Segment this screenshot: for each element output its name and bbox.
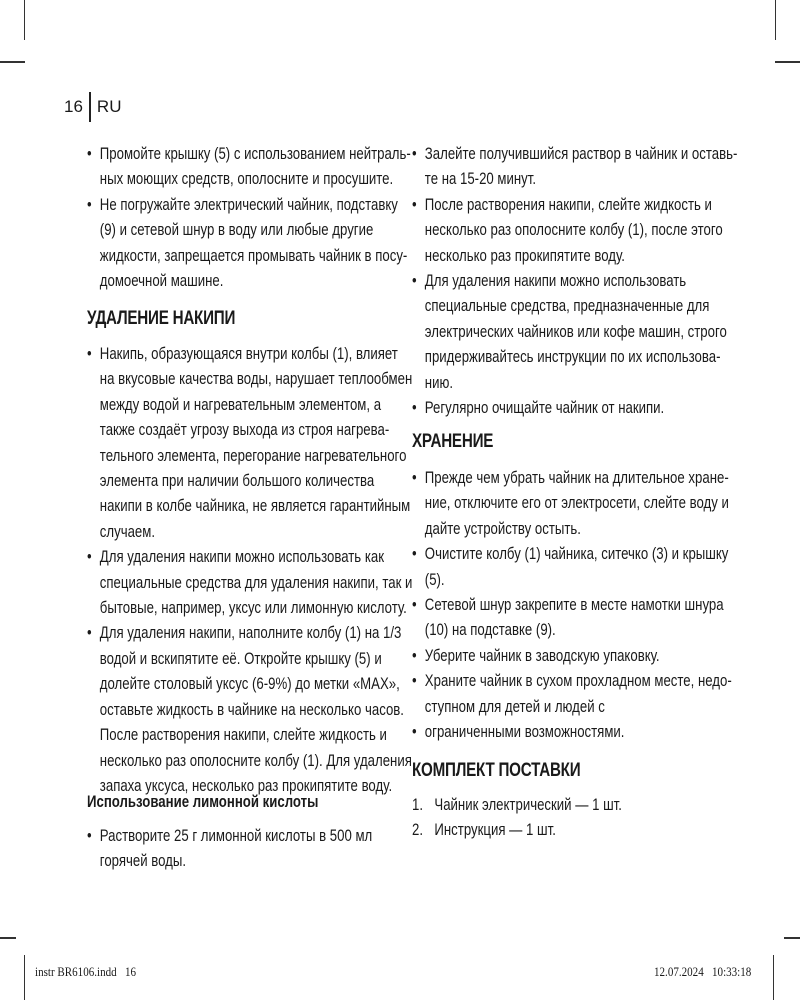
- bullet-icon: •: [412, 195, 417, 214]
- section-heading-storage: ХРАНЕНИЕ: [412, 431, 494, 452]
- list-item: • ограниченными возможностями.: [412, 720, 732, 745]
- bullet-icon: •: [87, 624, 92, 643]
- list-item: • Прежде чем убрать чайник на длительное хране- ние, отключите его от электросети, слейте воду и дайте устройству остыть.: [412, 466, 732, 542]
- bullet-icon: •: [412, 145, 417, 163]
- list-item: • Регулярно очищайте чайник от накипи.: [412, 396, 737, 421]
- crop-mark: [784, 937, 800, 939]
- header-divider: [89, 92, 91, 122]
- citric-list-right: [412, 142, 737, 421]
- descaling-list: [87, 342, 412, 799]
- list-item: • Храните чайник в сухом прохладном месте, недо- ступном для детей и людей с: [412, 669, 732, 720]
- list-item: • Уберите чайник в заводскую упаковку.: [412, 644, 732, 669]
- list-item: • После растворения накипи, слейте жидкость и несколько раз ополосните колбу (1), после этого несколько раз прокипятите воду.: [412, 193, 737, 269]
- bullet-icon: •: [412, 469, 417, 487]
- crop-mark: [775, 61, 800, 63]
- kit-list: [412, 793, 622, 844]
- list-item: • Для удаления накипи, наполните колбу (1) на 1/3 водой и вскипятите её. Откройте крышку (5) и долейте столовый уксус (6-9%) до метки «MAX», оставьте жидкость в чайнике на несколько часов. После растворения накипи, слейте жидкость и несколько раз ополосните колбу (1). Для удаления запаха уксуса, несколько раз прокипятите воду.: [87, 621, 412, 799]
- section-heading-descaling: УДАЛЕНИЕ НАКИПИ: [87, 308, 236, 329]
- list-item: • Для удаления накипи можно использовать как специальные средства для удаления накипи, так и бытовые, например, уксус или лимонную кислоту.: [87, 545, 412, 621]
- bullet-icon: •: [412, 545, 417, 564]
- list-item: • Промойте крышку (5) с использованием нейтраль- ных моющих средств, ополосните и просушите.: [87, 142, 411, 193]
- crop-mark: [0, 937, 16, 939]
- crop-mark: [773, 955, 774, 1000]
- list-item: • Очистите колбу (1) чайника, ситечко (3) и крышку (5).: [412, 542, 732, 593]
- list-item: • Для удаления накипи можно использовать специальные средства, предназначенные для электрических чайников или кофе машин, строго придерживайтесь инструкции по их использова- нию.: [412, 269, 737, 396]
- crop-mark: [775, 0, 776, 40]
- list-item: • Сетевой шнур закрепите в месте намотки шнура (10) на подставке (9).: [412, 593, 732, 644]
- list-item: • Залейте получившийся раствор в чайник и оставь- те на 15-20 минут.: [412, 142, 737, 193]
- list-item: 2. Инструкция — 1 шт.: [412, 821, 556, 840]
- bullet-icon: •: [87, 827, 92, 845]
- bullet-icon: •: [87, 145, 92, 163]
- left-intro-list: [87, 142, 411, 294]
- crop-mark: [24, 955, 25, 1000]
- bullet-icon: •: [87, 345, 92, 363]
- language-label: RU: [96, 97, 122, 116]
- list-item: 1. Чайник электрический — 1 шт.: [412, 796, 622, 814]
- bullet-icon: •: [412, 272, 417, 291]
- section-heading-kit: КОМПЛЕКТ ПОСТАВКИ: [412, 760, 581, 781]
- storage-list: [412, 466, 732, 745]
- citric-list-left: [87, 824, 372, 875]
- bullet-icon: •: [412, 596, 417, 615]
- bullet-icon: •: [412, 672, 417, 691]
- bullet-icon: •: [412, 723, 417, 742]
- crop-mark: [0, 61, 25, 63]
- crop-mark: [24, 0, 25, 40]
- list-item: • Не погружайте электрический чайник, подставку (9) и сетевой шнур в воду или любые другие жидкости, запрещается промывать чайник в посу- домоечной машине.: [87, 193, 411, 295]
- bullet-icon: •: [412, 399, 417, 418]
- list-item: • Растворите 25 г лимонной кислоты в 500 мл горячей воды.: [87, 824, 372, 875]
- page-number: 16: [64, 97, 83, 116]
- bullet-icon: •: [412, 646, 417, 665]
- footer-file-name: instr BR6106.indd 16: [35, 964, 137, 979]
- page-header: [64, 92, 121, 122]
- subheading-citric-acid: Использование лимонной кислоты: [87, 793, 319, 811]
- bullet-icon: •: [87, 195, 92, 214]
- list-item: • Накипь, образующаяся внутри колбы (1), влияет на вкусовые качества воды, нарушает теплообмен между водой и нагревательным элементом, а также создаёт угрозу выхода из строя нагрева- тельного элемента, перегорание нагревательного элемента при наличии большого количества накипи в колбе чайника, не является гарантийным случаем.: [87, 342, 412, 545]
- bullet-icon: •: [87, 548, 92, 567]
- footer-timestamp: 12.07.2024 10:33:18: [654, 964, 752, 979]
